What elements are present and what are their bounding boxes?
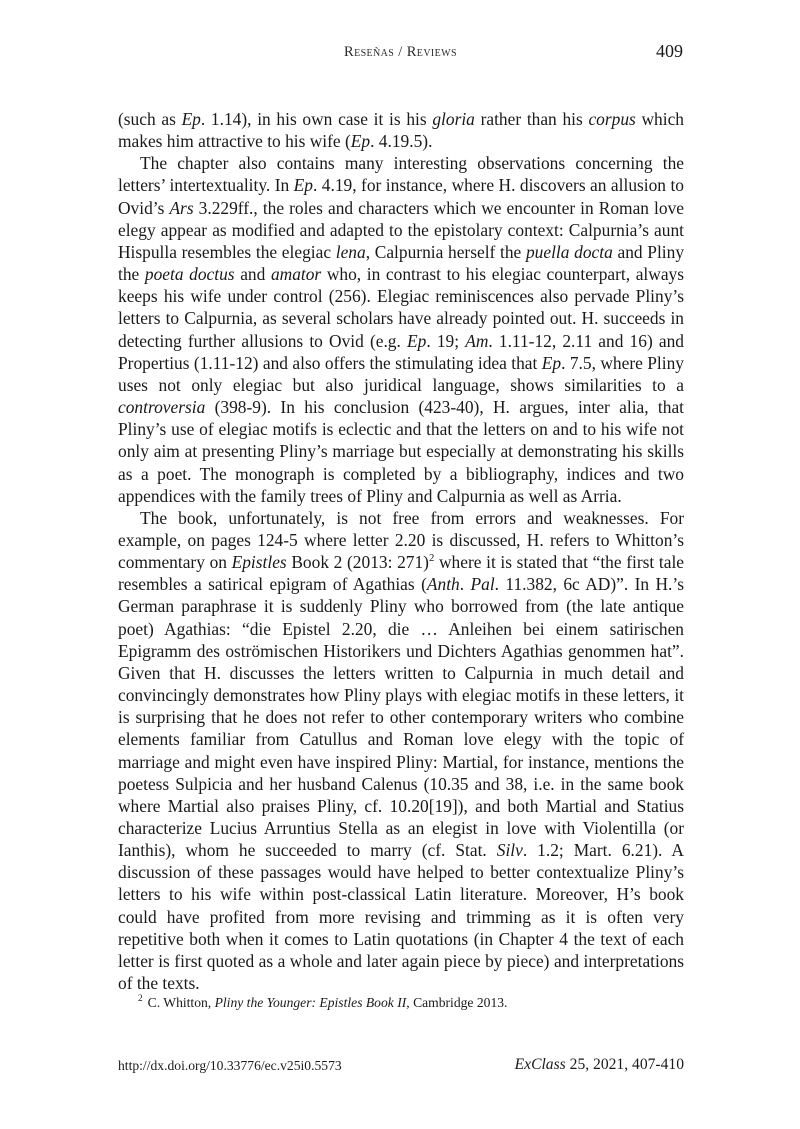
paragraph: (such as Ep. 1.14), in his own case it is his gloria rather than his corpus which makes him attractive to his wife (Ep. 4.19.5). (118, 109, 684, 152)
journal-citation: ExClass 25, 2021, 407-410 (514, 1056, 684, 1073)
page-number: 409 (656, 41, 683, 61)
paragraph: The book, unfortunately, is not free from errors and weaknesses. For example, on pages 124-5 where letter 2.20 is discussed, H. refers to Whitton’s commentary on Epistles Book 2 (2013: 271)$^2$ where it is stated that “the first tale resembles a satirical epigram of Agathias (Anth. Pal. 11.382, 6c AD)”. In H.’s German paraphrase it is suddenly Pliny who borrowed from (the late antique poet) Agathias: “die Epistel 2.20, die … Anleihen bei einem satirischen Epigramm des oströmischen Historikers und Dichters Agathias genommen hat”. Given that H. discusses the letters written to Calpurnia in much detail and convincingly demonstrates how Pliny plays with elegiac motifs in these letters, it is surprising that he does not refer to other contemporary writers who combine elements familiar from Catullus and Roman love elegy with the topic of marriage and might even have inspired Pliny: Martial, for instance, mentions the poetess Sulpicia and her husband Calenus (10.35 and 38, i.e. in the same book where Martial also praises Pliny, cf. 10.20[19]), and both Martial and Statius characterize Lucius Arruntius Stella as an elegist in love with Violentilla (or Ianthis), whom he succeeded to marry (cf. Stat. Silv. 1.2; Mart. 6.21). A discussion of these passages would have helped to better contextualize Pliny’s letters to his wife within post-classical Latin literature. Moreover, H’s book could have profited from more revising and trimming as it is often very repetitive both when it comes to Latin quotations (in Chapter 4 the text of each letter is first quoted as a whole and later again piece by piece) and interpretations of the texts. (118, 507, 684, 994)
running-header-title: Reseñas / Reviews (344, 44, 457, 60)
footnote-marker: 2 (138, 993, 143, 1004)
footnote-text: C. Whitton, Pliny the Younger: Epistles Book II, Cambridge 2013. (147, 995, 508, 1010)
body-text-block (118, 108, 684, 994)
doi-link[interactable]: http://dx.doi.org/10.33776/ec.v25i0.5573 (118, 1058, 342, 1073)
page-footer (118, 1058, 684, 1080)
footnote-area (118, 994, 684, 1012)
footnote-item (118, 994, 684, 1012)
paragraph: The chapter also contains many interesting observations concerning the letters’ intertextuality. In Ep. 4.19, for instance, where H. discovers an allusion to Ovid’s Ars 3.229ff., the roles and characters which we encounter in Roman love elegy appear as modified and adapted to the epistolary context: Calpurnia’s aunt Hispulla resembles the elegiac lena, Calpurnia herself the puella docta and Pliny the poeta doctus and amator who, in contrast to his elegiac counterpart, always keeps his wife under control (256). Elegiac reminiscences also pervade Pliny’s letters to Calpurnia, as several scholars have already pointed out. H. succeeds in detecting further allusions to Ovid (e.g. Ep. 19; Am. 1.11-12, 2.11 and 16) and Propertius (1.11-12) and also offers the stimulating idea that Ep. 7.5, where Pliny uses not only elegiac but also juridical language, shows similarities to a controversia (398-9). In his conclusion (423-40), H. argues, inter alia, that Pliny’s use of elegiac motifs is eclectic and that the letters on and to his wife not only aim at presenting Pliny’s marriage but especially at demonstrating his skills as a poet. The monograph is completed by a bibliography, indices and two appendices with the family trees of Pliny and Calpurnia as well as Arria. (118, 153, 685, 506)
running-header (118, 41, 683, 66)
